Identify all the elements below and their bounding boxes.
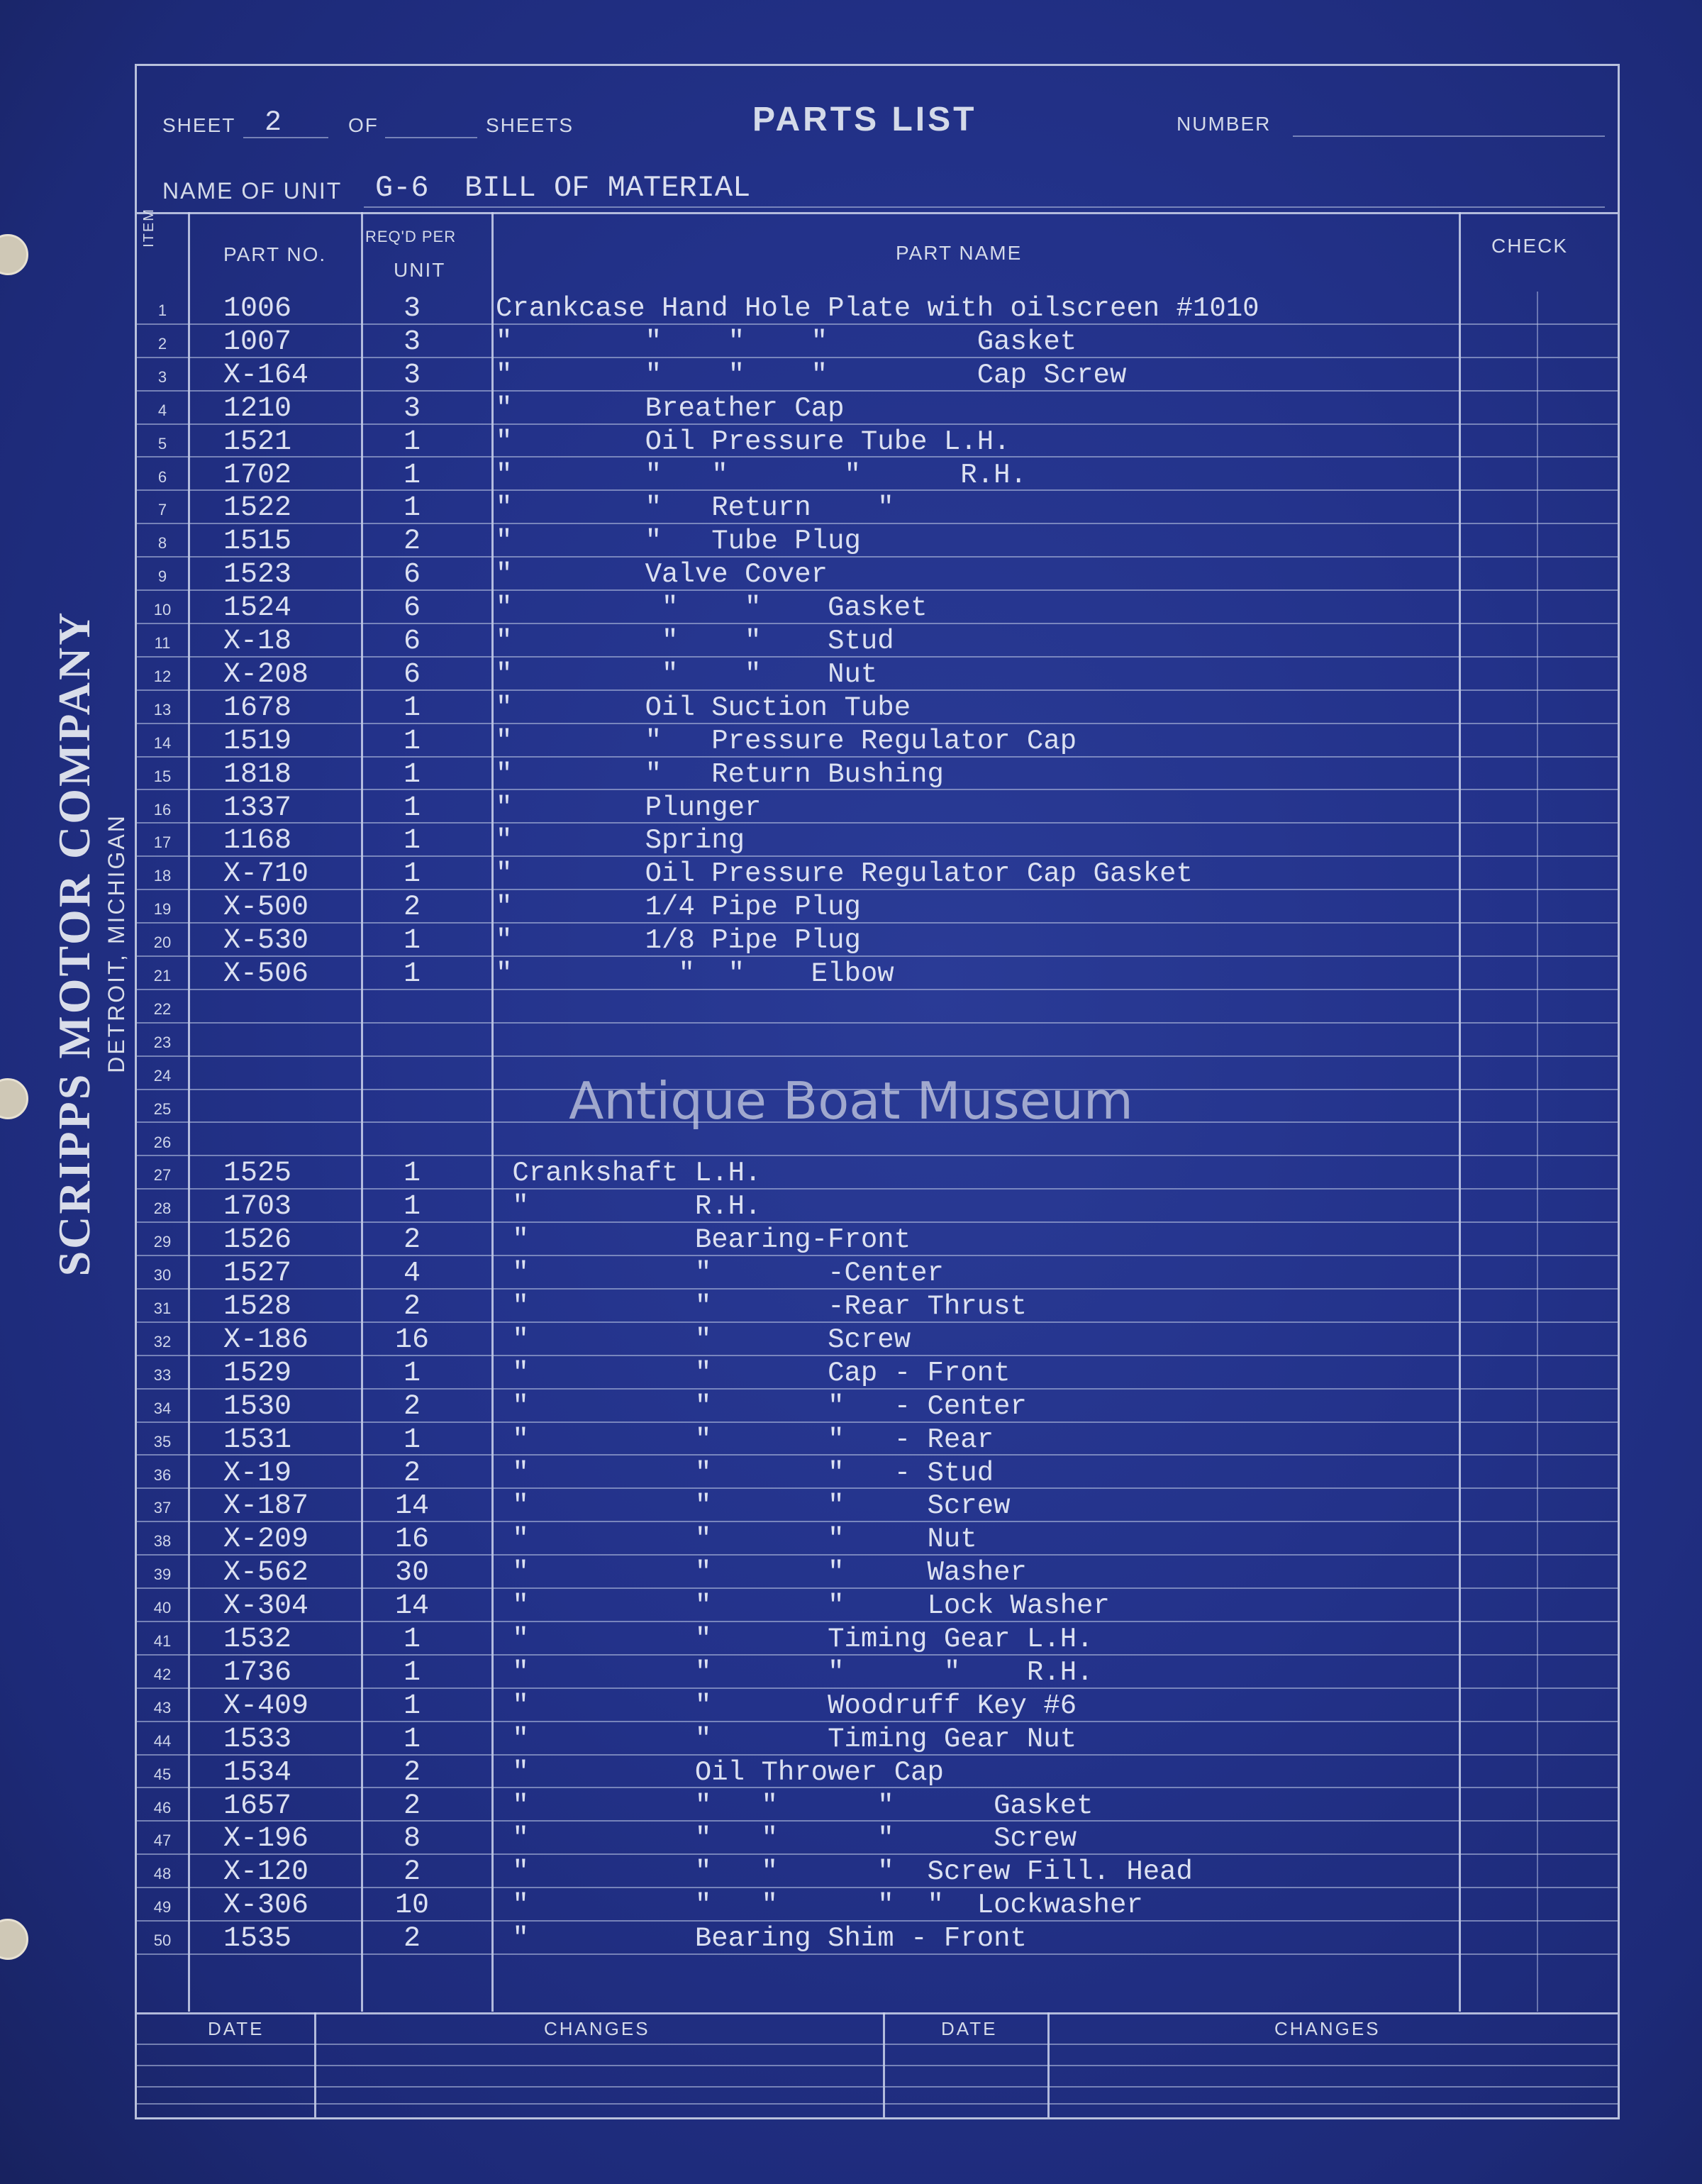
table-row: [137, 990, 1618, 1024]
item-number: 29: [153, 1233, 172, 1251]
table-row: [137, 691, 1618, 724]
part-name: " " " Washer: [496, 1557, 1027, 1589]
part-name: " " -Rear Thrust: [496, 1291, 1027, 1322]
table-row: [137, 292, 1618, 325]
table-row: [137, 1256, 1618, 1290]
item-number: 24: [153, 1066, 172, 1085]
quantity: 2: [403, 526, 421, 558]
item-number: 8: [157, 534, 167, 553]
footer-changes-header-2: CHANGES: [1274, 2018, 1381, 2039]
table-row: [137, 458, 1618, 492]
table-row: [137, 824, 1618, 857]
part-number: 1736: [223, 1656, 292, 1689]
part-number: 1168: [223, 825, 292, 858]
table-row: [137, 591, 1618, 624]
item-number: 17: [153, 833, 172, 852]
item-number: 11: [154, 634, 171, 652]
quantity: 1: [403, 858, 421, 891]
part-name: " " " Lock Washer: [496, 1590, 1110, 1622]
part-number: X-530: [223, 925, 309, 958]
part-name: " Bearing-Front: [496, 1224, 911, 1256]
part-name: " Oil Pressure Tube L.H.: [496, 426, 1011, 458]
item-number: 15: [153, 767, 172, 785]
part-number: X-19: [223, 1457, 292, 1490]
part-number: 1527: [223, 1258, 292, 1290]
part-name: " Spring: [496, 825, 745, 857]
quantity: 3: [403, 293, 421, 325]
part-name: " " " - Rear: [496, 1424, 994, 1456]
item-number: 25: [153, 1099, 172, 1118]
part-number: 1210: [223, 392, 292, 425]
part-name: " " " " " Lockwasher: [496, 1890, 1143, 1922]
table-row: [137, 524, 1618, 558]
part-name: " Valve Cover: [496, 559, 828, 591]
table-row: [137, 1156, 1618, 1190]
quantity: 1: [403, 1357, 421, 1390]
part-number: 1519: [223, 725, 292, 758]
part-name: " R.H.: [496, 1191, 762, 1223]
part-name: " " Return ": [496, 492, 894, 524]
quantity: 2: [403, 1457, 421, 1490]
item-number: 18: [153, 867, 172, 885]
item-number: 38: [153, 1532, 172, 1551]
footer-changes-header: CHANGES: [544, 2018, 650, 2039]
part-name: " " " " R.H.: [496, 1656, 1094, 1688]
watermark: Antique Boat Museum: [569, 1071, 1133, 1131]
side-company-imprint: [50, 518, 135, 1369]
part-number: X-186: [223, 1324, 309, 1356]
table-row: [137, 658, 1618, 691]
part-name: " Plunger: [496, 792, 762, 824]
column-check-header: CHECK: [1491, 235, 1569, 257]
quantity: 1: [403, 1424, 421, 1456]
part-number: 1526: [223, 1224, 292, 1257]
part-name: " " " - Center: [496, 1390, 1027, 1422]
footer-date-header-2: DATE: [941, 2018, 998, 2039]
quantity: 2: [403, 1756, 421, 1789]
quantity: 1: [403, 925, 421, 958]
table-row: [137, 1689, 1618, 1722]
quantity: 3: [403, 392, 421, 425]
of-label: OF: [348, 114, 379, 136]
item-number: 43: [153, 1698, 172, 1717]
item-number: 33: [153, 1365, 172, 1384]
part-name: Crankcase Hand Hole Plate with oilscreen #1010: [496, 293, 1259, 324]
item-number: 34: [153, 1399, 172, 1417]
quantity: 6: [403, 658, 421, 691]
table-row: [137, 1888, 1618, 1922]
part-number: 1337: [223, 792, 292, 824]
quantity: 2: [403, 1923, 421, 1956]
column-part-no-header: PART NO.: [223, 243, 327, 265]
item-number: 45: [153, 1765, 172, 1783]
quantity: 1: [403, 459, 421, 492]
table-row: [137, 491, 1618, 524]
table-row: [137, 325, 1618, 358]
part-name: Crankshaft L.H.: [496, 1158, 762, 1190]
item-number: 9: [157, 567, 167, 586]
sheets-label: SHEETS: [486, 114, 574, 136]
item-number: 10: [153, 601, 172, 619]
quantity: 1: [403, 758, 421, 791]
part-name: " " " " Gasket: [496, 1790, 1094, 1822]
quantity: 16: [394, 1524, 429, 1556]
table-row: [137, 724, 1618, 758]
part-number: 1528: [223, 1291, 292, 1323]
part-number: 1529: [223, 1357, 292, 1390]
part-number: 1006: [223, 293, 292, 325]
part-name: " " Timing Gear L.H.: [496, 1624, 1094, 1655]
item-number: 13: [153, 700, 172, 719]
table-row: [137, 791, 1618, 824]
number-label: NUMBER: [1177, 113, 1272, 135]
item-number: 41: [153, 1632, 172, 1650]
item-number: 5: [157, 434, 167, 453]
item-number: 40: [153, 1599, 172, 1617]
part-number: X-562: [223, 1557, 309, 1590]
part-number: 1530: [223, 1390, 292, 1423]
table-row: [137, 425, 1618, 458]
part-name: " " -Center: [496, 1258, 944, 1290]
unit-label: NAME OF UNIT: [162, 178, 343, 204]
table-row: [137, 1456, 1618, 1490]
item-number: 2: [157, 334, 167, 353]
table-row: [137, 1855, 1618, 1888]
table-row: [137, 1656, 1618, 1689]
item-number: 23: [153, 1033, 172, 1051]
table-row: [137, 1756, 1618, 1789]
part-name: " " " Elbow: [496, 958, 894, 990]
quantity: 2: [403, 1790, 421, 1822]
part-name: " " " " Screw: [496, 1823, 1077, 1855]
quantity: 1: [403, 1656, 421, 1689]
part-number: 1534: [223, 1756, 292, 1789]
table-row: [137, 1922, 1618, 1955]
part-name: " " " Stud: [496, 626, 894, 657]
part-number: 1523: [223, 559, 292, 592]
part-name: " " " " Gasket: [496, 326, 1077, 357]
part-name: " " " Nut: [496, 1524, 977, 1556]
part-name: " " Tube Plug: [496, 526, 861, 558]
quantity: 2: [403, 1291, 421, 1323]
part-number: 1515: [223, 526, 292, 558]
quantity: 14: [394, 1490, 429, 1523]
item-number: 26: [153, 1133, 172, 1151]
table-row: [137, 1390, 1618, 1423]
table-row: [137, 1356, 1618, 1390]
table-row: [137, 890, 1618, 924]
part-number: X-196: [223, 1823, 309, 1856]
part-name: " " Screw: [496, 1324, 911, 1356]
quantity: 1: [403, 1624, 421, 1656]
part-name: " " Cap - Front: [496, 1357, 1011, 1389]
table-row: [137, 558, 1618, 591]
item-number: 20: [153, 933, 172, 952]
part-number: X-209: [223, 1524, 309, 1556]
part-name: " " Pressure Regulator Cap: [496, 725, 1077, 757]
quantity: 3: [403, 326, 421, 358]
part-name: " Breather Cap: [496, 392, 845, 424]
item-number: 37: [153, 1499, 172, 1517]
table-row: [137, 1223, 1618, 1256]
part-name: " Oil Thrower Cap: [496, 1756, 944, 1788]
part-number: X-208: [223, 658, 309, 691]
part-number: 1521: [223, 426, 292, 458]
part-number: 1703: [223, 1191, 292, 1224]
part-number: 1007: [223, 326, 292, 358]
part-number: X-304: [223, 1590, 309, 1623]
part-name: " " Timing Gear Nut: [496, 1723, 1077, 1755]
unit-value: G-6 BILL OF MATERIAL: [375, 171, 751, 205]
part-number: 1531: [223, 1424, 292, 1456]
item-number: 1: [157, 301, 167, 319]
quantity: 4: [403, 1258, 421, 1290]
item-number: 14: [153, 733, 172, 752]
part-number: 1702: [223, 459, 292, 492]
quantity: 1: [403, 492, 421, 525]
item-number: 21: [153, 967, 172, 985]
part-number: X-710: [223, 858, 309, 891]
part-number: 1522: [223, 492, 292, 525]
part-number: 1524: [223, 592, 292, 625]
part-number: X-120: [223, 1856, 309, 1889]
table-row: [137, 1522, 1618, 1556]
quantity: 6: [403, 626, 421, 658]
part-number: X-18: [223, 626, 292, 658]
table-row: [137, 1423, 1618, 1456]
quantity: 2: [403, 892, 421, 924]
quantity: 1: [403, 1191, 421, 1224]
quantity: 2: [403, 1390, 421, 1423]
quantity: 1: [403, 1690, 421, 1722]
item-number: 31: [153, 1299, 172, 1317]
item-number: 4: [157, 401, 167, 419]
part-name: " " " Gasket: [496, 592, 928, 624]
part-number: 1678: [223, 692, 292, 724]
table-row: [137, 624, 1618, 658]
part-name: " " " " R.H.: [496, 459, 1027, 491]
part-number: X-409: [223, 1690, 309, 1722]
quantity: 1: [403, 1723, 421, 1756]
quantity: 1: [403, 1158, 421, 1190]
sheet-label: SHEET: [162, 114, 236, 136]
part-name: " " Woodruff Key #6: [496, 1690, 1077, 1722]
table-row: [137, 1024, 1618, 1057]
part-name: " " Return Bushing: [496, 758, 944, 790]
table-row: [137, 1190, 1618, 1223]
item-number: 7: [157, 501, 167, 519]
part-number: X-306: [223, 1890, 309, 1922]
part-name: " " " " Cap Screw: [496, 359, 1127, 391]
item-number: 27: [153, 1166, 172, 1185]
quantity: 30: [394, 1557, 429, 1590]
table-row: [137, 1323, 1618, 1356]
company-name: SCRIPPS MOTOR COMPANY: [49, 610, 99, 1277]
table-row: [137, 1489, 1618, 1522]
part-number: X-500: [223, 892, 309, 924]
quantity: 6: [403, 592, 421, 625]
quantity: 1: [403, 958, 421, 990]
item-number: 12: [153, 667, 172, 685]
part-name: " " " Nut: [496, 658, 878, 690]
page-title: PARTS LIST: [752, 101, 977, 138]
part-name: " Oil Pressure Regulator Cap Gasket: [496, 858, 1193, 890]
quantity: 1: [403, 426, 421, 458]
table-row: [137, 392, 1618, 425]
table-row: [137, 1556, 1618, 1589]
table-row: [137, 358, 1618, 392]
part-name: " Oil Suction Tube: [496, 692, 911, 724]
footer-date-header: DATE: [208, 2018, 265, 2039]
item-number: 3: [157, 367, 167, 386]
column-unit-header: UNIT: [394, 259, 446, 281]
part-number: 1525: [223, 1158, 292, 1190]
part-number: 1535: [223, 1923, 292, 1956]
quantity: 14: [394, 1590, 429, 1623]
quantity: 10: [394, 1890, 429, 1922]
item-number: 28: [153, 1199, 172, 1218]
part-name: " 1/4 Pipe Plug: [496, 892, 861, 924]
item-number: 46: [153, 1798, 172, 1817]
company-city: DETROIT, MICHIGAN: [104, 814, 129, 1073]
table-row: [137, 1722, 1618, 1756]
quantity: 2: [403, 1224, 421, 1257]
table-row: [137, 957, 1618, 990]
part-number: 1818: [223, 758, 292, 791]
quantity: 1: [403, 692, 421, 724]
binding-hole: [0, 1919, 28, 1960]
item-number: 16: [153, 800, 172, 819]
part-name: " 1/8 Pipe Plug: [496, 925, 861, 957]
quantity: 3: [403, 359, 421, 392]
table-row: [137, 758, 1618, 791]
item-number: 30: [153, 1266, 172, 1285]
part-name: " Bearing Shim - Front: [496, 1923, 1027, 1955]
item-number: 19: [153, 900, 172, 919]
table-row: [137, 857, 1618, 890]
table-row: [137, 1290, 1618, 1323]
part-name: " " " Screw: [496, 1490, 1011, 1522]
item-number: 50: [153, 1931, 172, 1950]
item-number: 42: [153, 1665, 172, 1683]
quantity: 2: [403, 1856, 421, 1889]
item-number: 39: [153, 1565, 172, 1584]
item-number: 44: [153, 1731, 172, 1750]
part-name: " " " " Screw Fill. Head: [496, 1856, 1193, 1888]
item-number: 36: [153, 1465, 172, 1484]
quantity: 1: [403, 725, 421, 758]
table-row: [137, 924, 1618, 957]
item-number: 6: [157, 467, 167, 486]
part-number: 1533: [223, 1723, 292, 1756]
quantity: 6: [403, 559, 421, 592]
item-number: 47: [153, 1831, 172, 1850]
table-row: [137, 1822, 1618, 1855]
part-number: X-164: [223, 359, 309, 392]
item-number: 35: [153, 1432, 172, 1451]
table-row: [137, 1589, 1618, 1622]
quantity: 1: [403, 792, 421, 824]
quantity: 8: [403, 1823, 421, 1856]
table-row: [137, 1622, 1618, 1656]
table-row: [137, 1789, 1618, 1822]
part-number: 1657: [223, 1790, 292, 1822]
quantity: 1: [403, 825, 421, 858]
item-number: 49: [153, 1898, 172, 1917]
part-number: X-187: [223, 1490, 309, 1523]
column-reqd-header: REQ'D PER: [365, 228, 457, 245]
sheet-number: 2: [265, 107, 282, 139]
column-part-name-header: PART NAME: [896, 242, 1023, 264]
item-number: 22: [153, 999, 172, 1018]
item-number: 48: [153, 1865, 172, 1883]
item-number: 32: [153, 1332, 172, 1351]
column-item-header: ITEM: [141, 208, 157, 248]
part-number: 1532: [223, 1624, 292, 1656]
binding-hole: [0, 234, 28, 275]
part-name: " " " - Stud: [496, 1457, 994, 1489]
quantity: 16: [394, 1324, 429, 1356]
part-number: X-506: [223, 958, 309, 990]
